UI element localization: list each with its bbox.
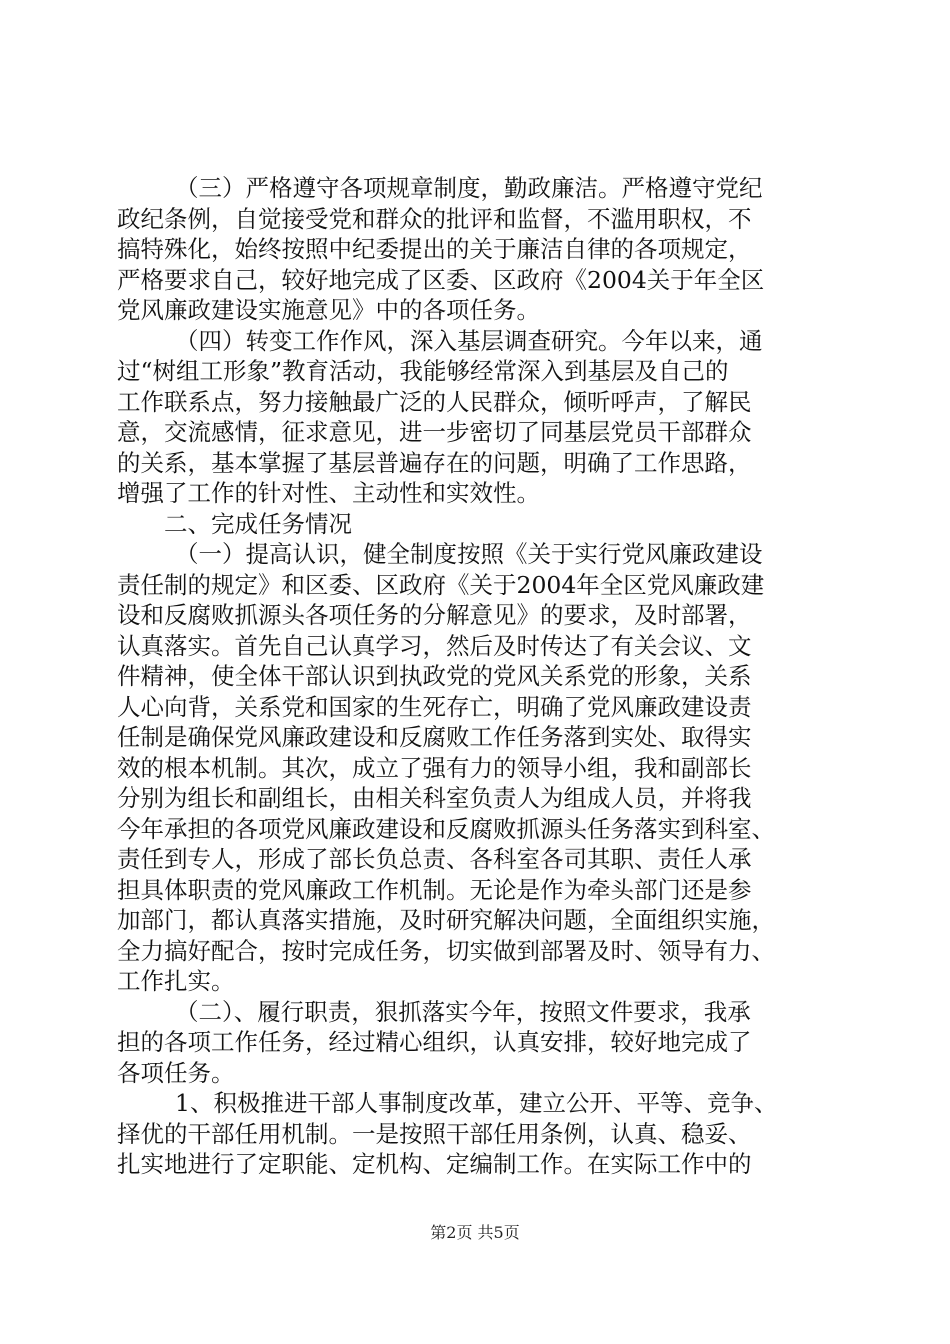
text-line: 加部门，都认真落实措施，及时研究解决问题，全面组织实施，	[117, 906, 775, 934]
text-line: 党风廉政建设实施意见》中的各项任务。	[117, 296, 540, 324]
page-number-label: 第2页 共5页	[430, 1223, 520, 1242]
page-footer	[0, 1223, 950, 1243]
text-line: （三）严格遵守各项规章制度，勤政廉洁。严格遵守党纪	[175, 174, 763, 202]
text-line: 过“树组工形象”教育活动，我能够经常深入到基层及自己的	[117, 357, 729, 385]
text-line: 认真落实。首先自己认真学习，然后及时传达了有关会议、文	[117, 631, 752, 660]
text-line: 担具体职责的党风廉政工作机制。无论是作为牵头部门还是参	[117, 875, 752, 904]
text-line: 任制是确保党风廉政建设和反腐败工作任务落到实处、取得实	[117, 723, 752, 751]
text-line: 政纪条例，自觉接受党和群众的批评和监督，不滥用职权，不	[117, 204, 752, 233]
text-line: （一）提高认识，健全制度按照《关于实行党风廉政建设	[175, 540, 763, 568]
text-line: 责任制的规定》和区委、区政府《关于2004年全区党风廉政建	[117, 570, 765, 599]
text-line: 增强了工作的针对性、主动性和实效性。	[117, 479, 540, 507]
section-heading: 二、完成任务情况	[164, 509, 352, 538]
text-line: 工作联系点，努力接触最广泛的人民群众，倾听呼声，了解民	[117, 387, 752, 416]
text-line: 择优的干部任用机制。一是按照干部任用条例，认真、稳妥、	[117, 1119, 752, 1148]
text-line: 工作扎实。	[117, 967, 235, 995]
text-line: 今年承担的各项党风廉政建设和反腐败抓源头任务落实到科室、	[117, 814, 775, 843]
body-text	[117, 173, 837, 1180]
text-line: 搞特殊化，始终按照中纪委提出的关于廉洁自律的各项规定，	[117, 235, 752, 263]
text-line: （二）、履行职责，狠抓落实今年，按照文件要求，我承	[175, 997, 751, 1026]
text-line: 扎实地进行了定职能、定机构、定编制工作。在实际工作中的	[117, 1150, 752, 1178]
text-line: （四）转变工作作风，深入基层调查研究。今年以来，通	[175, 326, 763, 355]
text-line: 担的各项工作任务，经过精心组织，认真安排，较好地完成了	[117, 1028, 752, 1056]
text-line: 严格要求自己，较好地完成了区委、区政府《2004关于年全区	[117, 265, 765, 294]
text-line: 分别为组长和副组长，由相关科室负责人为组成人员，并将我	[117, 784, 752, 812]
text-line: 效的根本机制。其次，成立了强有力的领导小组，我和副部长	[117, 753, 752, 782]
text-line: 件精神，使全体干部认识到执政党的党风关系党的形象，关系	[117, 662, 752, 690]
text-line: 责任到专人，形成了部长负总责、各科室各司其职、责任人承	[117, 845, 752, 873]
text-line: 设和反腐败抓源头各项任务的分解意见》的要求，及时部署，	[117, 601, 752, 629]
text-line: 人心向背，关系党和国家的生死存亡，明确了党风廉政建设责	[117, 692, 752, 721]
text-line: 1、积极推进干部人事制度改革，建立公开、平等、竞争、	[175, 1089, 778, 1117]
text-line: 各项任务。	[117, 1058, 235, 1087]
text-line: 的关系，基本掌握了基层普遍存在的问题，明确了工作思路，	[117, 448, 752, 477]
text-line: 意，交流感情，征求意见，进一步密切了同基层党员干部群众	[117, 418, 752, 446]
text-line: 全力搞好配合，按时完成任务，切实做到部署及时、领导有力、	[117, 936, 775, 965]
